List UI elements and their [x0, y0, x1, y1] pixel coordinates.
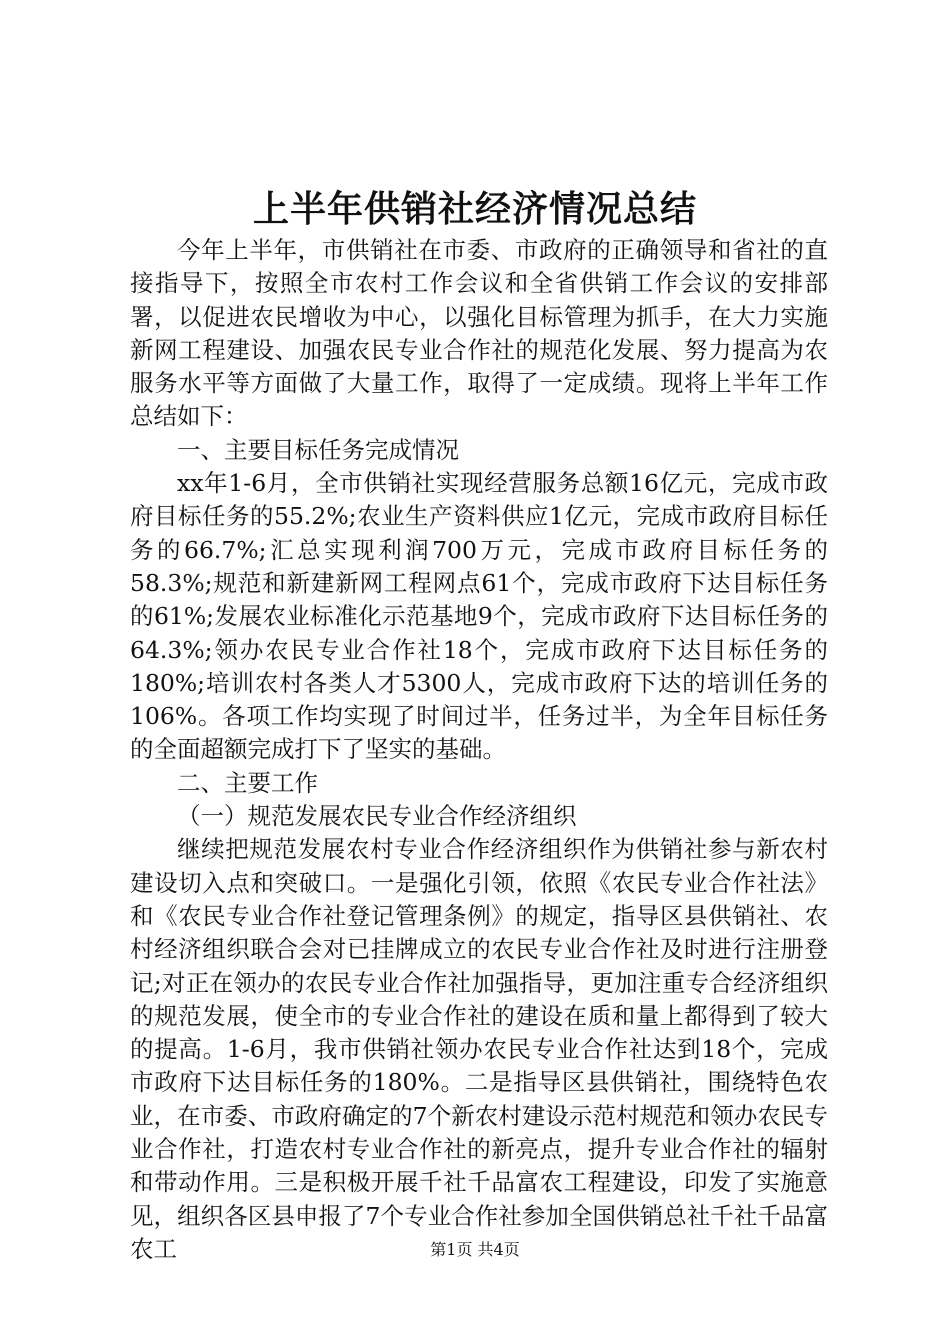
page-footer: 第1页 共4页: [430, 1240, 520, 1259]
targets-paragraph: xx年1-6月，全市供销社实现经营服务总额16亿元，完成市政府目标任务的55.2%;农业生产资料供应1亿元，完成市政府目标任务的66.7%;汇总实现利润700万元，完成市政府目标任务的58.3%;规范和新建新网工程网点61个，完成市政府下达目标任务的61%;发展农业标准化示范基地9个，完成市政府下达目标任务的64.3%;领办农民专业合作社18个，完成市政府下达目标任务的180%;培训农村各类人才5300人，完成市政府下达的培训任务的106%。各项工作均实现了时间过半，任务过半，为全年目标任务的全面超额完成打下了坚实的基础。: [130, 469, 828, 764]
document-body: [130, 234, 828, 1266]
document-title: 上半年供销社经济情况总结: [252, 188, 697, 230]
section-heading-2: 二、主要工作: [177, 768, 318, 797]
subsection-heading-1: （一）规范发展农民专业合作经济组织: [177, 802, 577, 831]
intro-paragraph: 今年上半年，市供销社在市委、市政府的正确领导和省社的直接指导下，按照全市农村工作会议和全省供销工作会议的安排部署，以促进农民增收为中心，以强化目标管理为抓手，在大力实施新网工程建设、加强农民专业合作社的规范化发展、努力提高为农服务水平等方面做了大量工作，取得了一定成绩。现将上半年工作总结如下：: [130, 236, 828, 431]
cooperatives-paragraph: 继续把规范发展农村专业合作经济组织作为供销社参与新农村建设切入点和突破口。一是强化引领，依照《农民专业合作社法》和《农民专业合作社登记管理条例》的规定，指导区县供销社、农村经济组织联合会对已挂牌成立的农民专业合作社及时进行注册登记;对正在领办的农民专业合作社加强指导，更加注重专合经济组织的规范发展，使全市的专业合作社的建设在质和量上都得到了较大的提高。1-6月，我市供销社领办农民专业合作社达到18个，完成市政府下达目标任务的180%。二是指导区县供销社，围绕特色农业，在市委、市政府确定的7个新农村建设示范村规范和领办农民专业合作社，打造农村专业合作社的新亮点，提升专业合作社的辐射和带动作用。三是积极开展千社千品富农工程建设，印发了实施意见，组织各区县申报了7个专业合作社参加全国供销总社千社千品富农工: [130, 835, 828, 1263]
section-heading-1: 一、主要目标任务完成情况: [177, 435, 459, 464]
